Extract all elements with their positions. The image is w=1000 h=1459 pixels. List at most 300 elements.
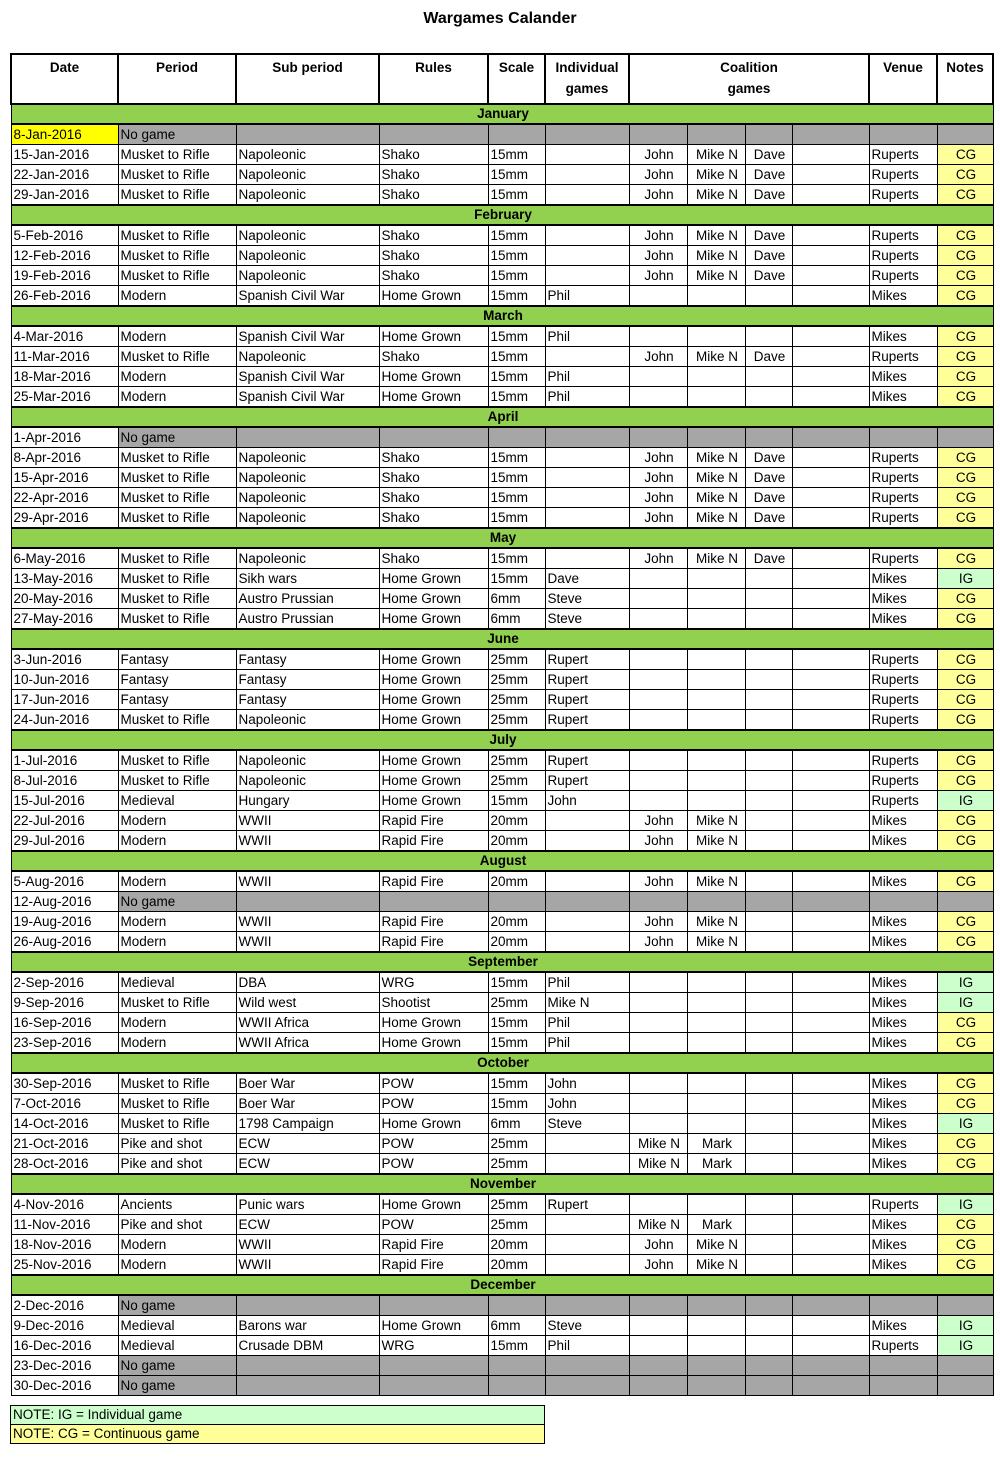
scale-cell: 20mm xyxy=(488,912,545,932)
coalition-cell xyxy=(792,1235,869,1255)
scale-cell: 25mm xyxy=(488,649,545,670)
empty-cell xyxy=(937,1376,993,1396)
sub-period-cell: Napoleonic xyxy=(236,266,379,286)
rules-cell: Home Grown xyxy=(379,609,488,630)
empty-cell xyxy=(792,427,869,448)
scale-cell: 15mm xyxy=(488,448,545,468)
table-row xyxy=(11,1295,993,1316)
venue-cell: Mikes xyxy=(869,1013,937,1033)
date-cell: 30-Dec-2016 xyxy=(11,1376,118,1396)
table-row xyxy=(11,1376,993,1396)
scale-cell: 25mm xyxy=(488,750,545,771)
period-cell: Musket to Rifle xyxy=(118,1114,236,1134)
individual-cell xyxy=(545,145,629,165)
venue-cell: Mikes xyxy=(869,932,937,953)
individual-cell xyxy=(545,185,629,206)
individual-cell xyxy=(545,871,629,892)
coalition-cell: Mike N xyxy=(687,932,745,953)
date-cell: 25-Nov-2016 xyxy=(11,1255,118,1276)
coalition-cell: Mike N xyxy=(629,1154,687,1175)
coalition-cell: Mike N xyxy=(687,347,745,367)
venue-cell: Mikes xyxy=(869,1134,937,1154)
notes-badge: CG xyxy=(937,1094,993,1114)
table-row xyxy=(11,690,993,710)
rules-cell: Home Grown xyxy=(379,326,488,347)
coalition-cell xyxy=(745,387,792,408)
scale-cell: 6mm xyxy=(488,1316,545,1336)
date-cell: 16-Dec-2016 xyxy=(11,1336,118,1356)
coalition-cell: Mark xyxy=(687,1215,745,1235)
sub-period-cell: Hungary xyxy=(236,791,379,811)
coalition-cell: Mike N xyxy=(687,1235,745,1255)
coalition-cell xyxy=(745,791,792,811)
coalition-cell xyxy=(792,670,869,690)
scale-cell: 15mm xyxy=(488,286,545,307)
venue-cell: Ruperts xyxy=(869,246,937,266)
date-cell: 13-May-2016 xyxy=(11,569,118,589)
coalition-cell xyxy=(792,589,869,609)
venue-cell: Mikes xyxy=(869,367,937,387)
notes-badge: IG xyxy=(937,993,993,1013)
individual-cell: Mike N xyxy=(545,993,629,1013)
notes-badge: IG xyxy=(937,791,993,811)
coalition-cell xyxy=(687,710,745,731)
sub-period-cell: WWII xyxy=(236,831,379,852)
period-cell: Modern xyxy=(118,1255,236,1276)
individual-cell: Rupert xyxy=(545,670,629,690)
notes-badge: CG xyxy=(937,266,993,286)
date-cell: 5-Feb-2016 xyxy=(11,225,118,246)
date-cell: 1-Apr-2016 xyxy=(11,427,118,448)
empty-cell xyxy=(687,1376,745,1396)
coalition-cell xyxy=(629,1094,687,1114)
rules-cell: Home Grown xyxy=(379,387,488,408)
empty-cell xyxy=(792,1356,869,1376)
individual-cell: Dave xyxy=(545,569,629,589)
venue-cell: Mikes xyxy=(869,811,937,831)
header-venue: Venue xyxy=(869,54,937,104)
empty-cell xyxy=(687,1295,745,1316)
coalition-cell xyxy=(792,831,869,852)
coalition-cell xyxy=(792,972,869,993)
venue-cell: Mikes xyxy=(869,1235,937,1255)
date-cell: 29-Jan-2016 xyxy=(11,185,118,206)
period-cell: Medieval xyxy=(118,1336,236,1356)
period-cell: Modern xyxy=(118,367,236,387)
no-game-label: No game xyxy=(118,1356,236,1376)
month-row xyxy=(11,730,993,750)
month-row xyxy=(11,104,993,124)
sub-period-cell: Wild west xyxy=(236,993,379,1013)
sub-period-cell: Austro Prussian xyxy=(236,609,379,630)
scale-cell: 6mm xyxy=(488,609,545,630)
sub-period-cell: Napoleonic xyxy=(236,750,379,771)
sub-period-cell: Punic wars xyxy=(236,1194,379,1215)
month-row xyxy=(11,629,993,649)
empty-cell xyxy=(745,1376,792,1396)
coalition-cell xyxy=(629,1033,687,1054)
table-row xyxy=(11,1033,993,1054)
individual-cell: Rupert xyxy=(545,1194,629,1215)
scale-cell: 15mm xyxy=(488,569,545,589)
period-cell: Musket to Rifle xyxy=(118,185,236,206)
venue-cell: Ruperts xyxy=(869,185,937,206)
month-row xyxy=(11,952,993,972)
sub-period-cell: Napoleonic xyxy=(236,145,379,165)
period-cell: Musket to Rifle xyxy=(118,569,236,589)
coalition-cell xyxy=(792,488,869,508)
period-cell: Musket to Rifle xyxy=(118,468,236,488)
coalition-cell xyxy=(687,609,745,630)
notes-badge: CG xyxy=(937,912,993,932)
table-row xyxy=(11,1013,993,1033)
individual-cell xyxy=(545,1235,629,1255)
venue-cell: Ruperts xyxy=(869,266,937,286)
coalition-cell xyxy=(745,1094,792,1114)
coalition-cell: John xyxy=(629,468,687,488)
notes-badge: CG xyxy=(937,710,993,731)
venue-cell: Mikes xyxy=(869,286,937,307)
date-cell: 14-Oct-2016 xyxy=(11,1114,118,1134)
rules-cell: WRG xyxy=(379,972,488,993)
date-cell: 17-Jun-2016 xyxy=(11,690,118,710)
empty-cell xyxy=(236,1376,379,1396)
scale-cell: 6mm xyxy=(488,1114,545,1134)
coalition-cell xyxy=(792,871,869,892)
month-name: September xyxy=(11,952,993,972)
individual-cell: Steve xyxy=(545,589,629,609)
table-row xyxy=(11,1356,993,1376)
coalition-cell xyxy=(629,710,687,731)
period-cell: Musket to Rifle xyxy=(118,771,236,791)
notes-badge: CG xyxy=(937,750,993,771)
coalition-cell xyxy=(687,1114,745,1134)
empty-cell xyxy=(545,892,629,912)
table-row xyxy=(11,1336,993,1356)
individual-cell xyxy=(545,548,629,569)
table-row xyxy=(11,165,993,185)
venue-cell: Ruperts xyxy=(869,165,937,185)
coalition-cell xyxy=(745,670,792,690)
scale-cell: 15mm xyxy=(488,791,545,811)
sub-period-cell: Spanish Civil War xyxy=(236,286,379,307)
coalition-cell: John xyxy=(629,548,687,569)
coalition-cell xyxy=(792,932,869,953)
individual-cell xyxy=(545,508,629,529)
coalition-cell xyxy=(792,569,869,589)
individual-cell: Phil xyxy=(545,1013,629,1033)
coalition-cell: Mark xyxy=(687,1154,745,1175)
scale-cell: 25mm xyxy=(488,1134,545,1154)
coalition-cell: Dave xyxy=(745,165,792,185)
coalition-cell xyxy=(745,1235,792,1255)
scale-cell: 20mm xyxy=(488,1235,545,1255)
coalition-cell xyxy=(745,831,792,852)
individual-cell: Rupert xyxy=(545,690,629,710)
individual-cell: Phil xyxy=(545,367,629,387)
venue-cell: Mikes xyxy=(869,569,937,589)
individual-cell: Rupert xyxy=(545,710,629,731)
page-title: Wargames Calander xyxy=(423,10,577,27)
coalition-cell: John xyxy=(629,145,687,165)
rules-cell: Rapid Fire xyxy=(379,811,488,831)
coalition-cell: John xyxy=(629,165,687,185)
empty-cell xyxy=(379,1295,488,1316)
rules-cell: Rapid Fire xyxy=(379,1255,488,1276)
individual-cell: Phil xyxy=(545,326,629,347)
coalition-cell: Mike N xyxy=(687,185,745,206)
rules-cell: Rapid Fire xyxy=(379,912,488,932)
coalition-cell xyxy=(792,710,869,731)
sub-period-cell: 1798 Campaign xyxy=(236,1114,379,1134)
coalition-cell: Dave xyxy=(745,266,792,286)
coalition-cell xyxy=(687,1194,745,1215)
empty-cell xyxy=(629,124,687,145)
table-row xyxy=(11,488,993,508)
date-cell: 8-Apr-2016 xyxy=(11,448,118,468)
coalition-cell xyxy=(792,690,869,710)
scale-cell: 25mm xyxy=(488,690,545,710)
table-row xyxy=(11,1073,993,1094)
coalition-cell xyxy=(629,589,687,609)
venue-cell: Mikes xyxy=(869,831,937,852)
notes-badge: CG xyxy=(937,1215,993,1235)
coalition-cell xyxy=(629,1073,687,1094)
rules-cell: Home Grown xyxy=(379,367,488,387)
notes-badge: CG xyxy=(937,1134,993,1154)
empty-cell xyxy=(629,892,687,912)
rules-cell: Home Grown xyxy=(379,589,488,609)
empty-cell xyxy=(687,124,745,145)
empty-cell xyxy=(745,1295,792,1316)
scale-cell: 15mm xyxy=(488,1013,545,1033)
table-row xyxy=(11,326,993,347)
table-row xyxy=(11,1235,993,1255)
notes-badge: CG xyxy=(937,831,993,852)
rules-cell: Shako xyxy=(379,246,488,266)
individual-cell: Steve xyxy=(545,609,629,630)
coalition-cell xyxy=(792,468,869,488)
notes-badge: CG xyxy=(937,508,993,529)
coalition-cell xyxy=(745,1114,792,1134)
date-cell: 30-Sep-2016 xyxy=(11,1073,118,1094)
empty-cell xyxy=(745,427,792,448)
coalition-cell xyxy=(629,1194,687,1215)
sub-period-cell: ECW xyxy=(236,1134,379,1154)
scale-cell: 15mm xyxy=(488,488,545,508)
coalition-cell xyxy=(745,1013,792,1033)
empty-cell xyxy=(869,1376,937,1396)
rules-cell: Home Grown xyxy=(379,771,488,791)
scale-cell: 20mm xyxy=(488,932,545,953)
notes-badge: CG xyxy=(937,347,993,367)
period-cell: Musket to Rifle xyxy=(118,1094,236,1114)
date-cell: 22-Apr-2016 xyxy=(11,488,118,508)
coalition-cell xyxy=(792,286,869,307)
empty-cell xyxy=(379,1356,488,1376)
empty-cell xyxy=(792,892,869,912)
notes-badge: CG xyxy=(937,690,993,710)
coalition-cell xyxy=(745,871,792,892)
date-cell: 26-Feb-2016 xyxy=(11,286,118,307)
sub-period-cell: WWII xyxy=(236,811,379,831)
coalition-cell xyxy=(745,1215,792,1235)
coalition-cell xyxy=(792,448,869,468)
date-cell: 22-Jul-2016 xyxy=(11,811,118,831)
coalition-cell xyxy=(745,609,792,630)
table-row xyxy=(11,448,993,468)
table-row xyxy=(11,468,993,488)
coalition-cell: Dave xyxy=(745,448,792,468)
rules-cell: Home Grown xyxy=(379,690,488,710)
period-cell: Modern xyxy=(118,932,236,953)
month-name: August xyxy=(11,851,993,871)
coalition-cell: Dave xyxy=(745,347,792,367)
coalition-cell xyxy=(792,993,869,1013)
coalition-cell xyxy=(687,972,745,993)
venue-cell: Ruperts xyxy=(869,771,937,791)
date-cell: 7-Oct-2016 xyxy=(11,1094,118,1114)
sub-period-cell: DBA xyxy=(236,972,379,993)
coalition-cell xyxy=(629,690,687,710)
month-name: June xyxy=(11,629,993,649)
scale-cell: 15mm xyxy=(488,266,545,286)
date-cell: 20-May-2016 xyxy=(11,589,118,609)
date-cell: 2-Dec-2016 xyxy=(11,1295,118,1316)
empty-cell xyxy=(745,124,792,145)
venue-cell: Mikes xyxy=(869,1255,937,1276)
venue-cell: Mikes xyxy=(869,1033,937,1054)
notes-badge: CG xyxy=(937,448,993,468)
scale-cell: 15mm xyxy=(488,165,545,185)
sub-period-cell: Napoleonic xyxy=(236,165,379,185)
date-cell: 12-Feb-2016 xyxy=(11,246,118,266)
date-cell: 10-Jun-2016 xyxy=(11,670,118,690)
header-rules: Rules xyxy=(379,54,488,104)
legend-ig: NOTE: IG = Individual game xyxy=(11,1406,545,1425)
date-cell: 12-Aug-2016 xyxy=(11,892,118,912)
coalition-cell xyxy=(745,932,792,953)
individual-cell xyxy=(545,912,629,932)
rules-cell: Shako xyxy=(379,347,488,367)
coalition-cell xyxy=(745,286,792,307)
empty-cell xyxy=(869,124,937,145)
empty-cell xyxy=(545,1356,629,1376)
individual-cell xyxy=(545,831,629,852)
notes-badge: CG xyxy=(937,670,993,690)
table-row xyxy=(11,871,993,892)
coalition-cell: Mike N xyxy=(687,145,745,165)
coalition-cell: John xyxy=(629,1255,687,1276)
empty-cell xyxy=(937,892,993,912)
date-cell: 23-Sep-2016 xyxy=(11,1033,118,1054)
notes-badge: IG xyxy=(937,569,993,589)
sub-period-cell: Fantasy xyxy=(236,670,379,690)
coalition-cell xyxy=(792,387,869,408)
coalition-cell xyxy=(745,1154,792,1175)
empty-cell xyxy=(379,1376,488,1396)
scale-cell: 15mm xyxy=(488,1336,545,1356)
header-individual-games: Individual games xyxy=(545,54,629,104)
coalition-cell xyxy=(745,649,792,670)
coalition-cell xyxy=(745,912,792,932)
table-row xyxy=(11,811,993,831)
scale-cell: 15mm xyxy=(488,1033,545,1054)
venue-cell: Ruperts xyxy=(869,468,937,488)
sub-period-cell: Napoleonic xyxy=(236,508,379,529)
month-name: January xyxy=(11,104,993,124)
empty-cell xyxy=(488,124,545,145)
coalition-cell xyxy=(792,750,869,771)
venue-cell: Ruperts xyxy=(869,145,937,165)
period-cell: Musket to Rifle xyxy=(118,993,236,1013)
notes-badge: IG xyxy=(937,1194,993,1215)
notes-badge: IG xyxy=(937,972,993,993)
coalition-cell: John xyxy=(629,488,687,508)
coalition-cell xyxy=(745,326,792,347)
coalition-cell: John xyxy=(629,912,687,932)
period-cell: Musket to Rifle xyxy=(118,488,236,508)
period-cell: Medieval xyxy=(118,972,236,993)
coalition-cell xyxy=(629,326,687,347)
header-coalition-games: Coalition games xyxy=(629,54,869,104)
period-cell: Pike and shot xyxy=(118,1215,236,1235)
period-cell: Fantasy xyxy=(118,670,236,690)
empty-cell xyxy=(488,427,545,448)
no-game-label: No game xyxy=(118,1376,236,1396)
coalition-cell xyxy=(745,993,792,1013)
scale-cell: 15mm xyxy=(488,246,545,266)
notes-badge: CG xyxy=(937,468,993,488)
notes-badge: CG xyxy=(937,185,993,206)
date-cell: 11-Nov-2016 xyxy=(11,1215,118,1235)
scale-cell: 20mm xyxy=(488,1255,545,1276)
rules-cell: Home Grown xyxy=(379,1033,488,1054)
coalition-cell xyxy=(687,326,745,347)
empty-cell xyxy=(937,1356,993,1376)
sub-period-cell: Napoleonic xyxy=(236,448,379,468)
individual-cell: Phil xyxy=(545,387,629,408)
table-row xyxy=(11,548,993,569)
period-cell: Modern xyxy=(118,1033,236,1054)
rules-cell: POW xyxy=(379,1215,488,1235)
coalition-cell: Mike N xyxy=(687,871,745,892)
individual-cell: John xyxy=(545,791,629,811)
venue-cell: Ruperts xyxy=(869,225,937,246)
coalition-cell: Mike N xyxy=(687,225,745,246)
venue-cell: Mikes xyxy=(869,589,937,609)
sub-period-cell: WWII xyxy=(236,932,379,953)
venue-cell: Ruperts xyxy=(869,488,937,508)
table-row xyxy=(11,1134,993,1154)
coalition-cell xyxy=(629,1013,687,1033)
period-cell: Modern xyxy=(118,811,236,831)
sub-period-cell: WWII Africa xyxy=(236,1033,379,1054)
coalition-cell xyxy=(792,266,869,286)
coalition-cell xyxy=(687,750,745,771)
date-cell: 21-Oct-2016 xyxy=(11,1134,118,1154)
table-row xyxy=(11,912,993,932)
rules-cell: Home Grown xyxy=(379,649,488,670)
scale-cell: 25mm xyxy=(488,993,545,1013)
coalition-cell xyxy=(745,771,792,791)
empty-cell xyxy=(629,1356,687,1376)
month-name: May xyxy=(11,528,993,548)
venue-cell: Ruperts xyxy=(869,750,937,771)
venue-cell: Mikes xyxy=(869,993,937,1013)
date-cell: 8-Jan-2016 xyxy=(11,124,118,145)
coalition-cell xyxy=(792,1094,869,1114)
